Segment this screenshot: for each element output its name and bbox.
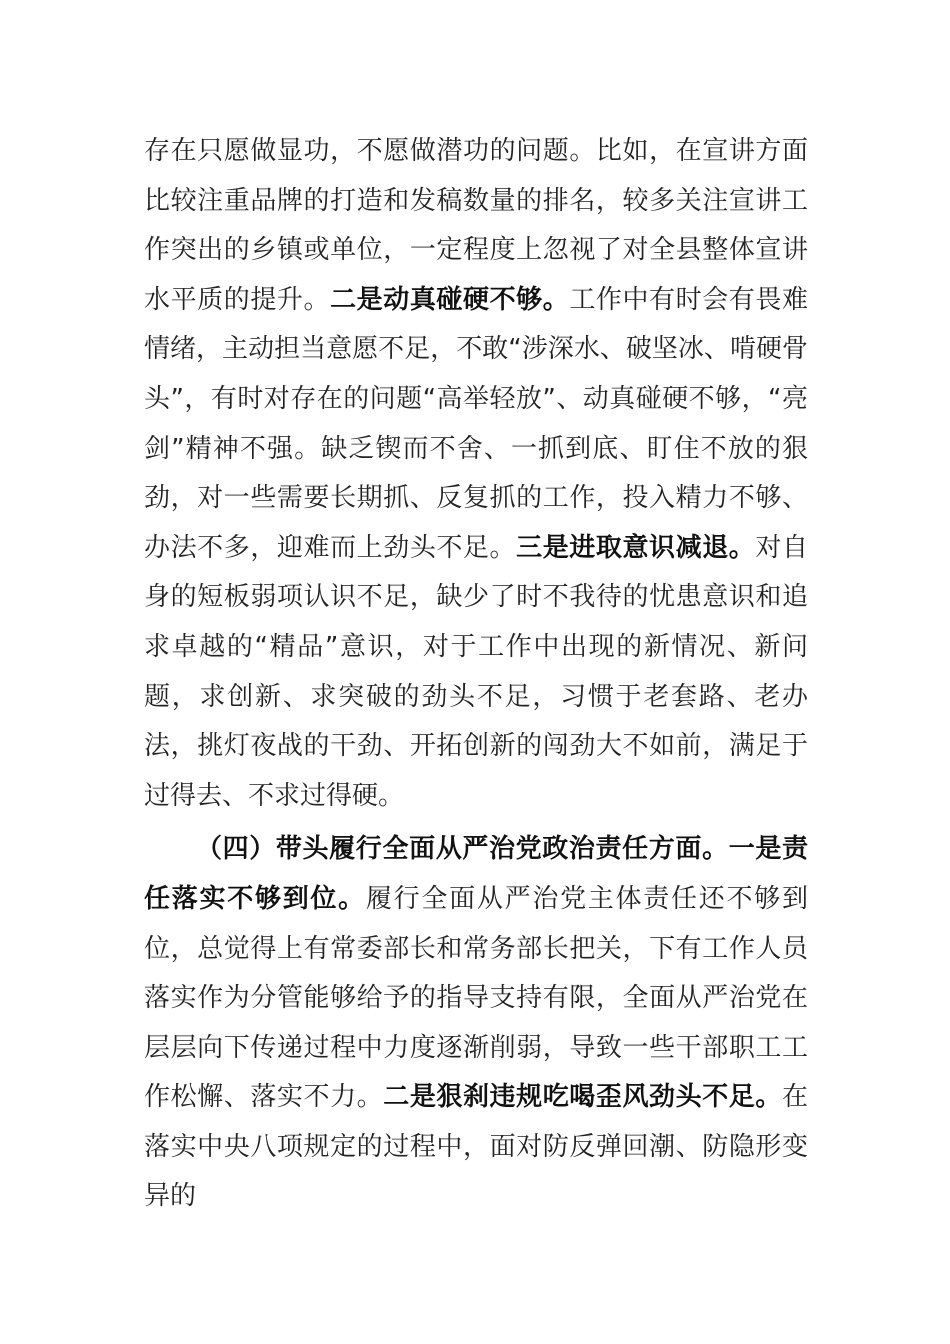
text-segment: 履行全面从严治党主体责任还不够到位，总觉得上有常委部长和常务部长把关，下有工作人员落实作为分管能够给予的指导支持有限，全面从严治党在层层向下传递过程中力度逐渐削弱，导致一些干部职工工作松懈、落实不力。 <box>144 883 808 1113</box>
bold-heading-jin-qu-yi-shi: 三是进取意识减退。 <box>516 532 756 563</box>
paragraph-section-four <box>144 825 808 1222</box>
bold-heading-dong-zhen-peng-ying: 二是动真碰硬不够。 <box>330 284 570 315</box>
text-segment: 工作中有时会有畏难情绪，主动担当意愿不足，不敢“涉深水、破坚冰、啃硬骨头”，有时对存在的问题“高举轻放”、动真碰硬不够，“亮剑”精神不强。缺乏锲而不舍、一抓到底、盯住不放的狠劲，对一些需要长期抓、反复抓的工作，投入精力不够、办法不多，迎难而上劲头不足。 <box>144 284 808 563</box>
paragraph-continuation <box>144 127 808 821</box>
bold-heading-ze-ren-luo-shi: 一是责任落实不够到位。 <box>144 834 808 914</box>
document-body <box>144 127 808 1222</box>
text-segment: 存在只愿做显功，不愿做潜功的问题。比如，在宣讲方面比较注重品牌的打造和发稿数量的排名，较多关注宣讲工作突出的乡镇或单位，一定程度上忽视了对全县整体宣讲水平质的提升。 <box>144 136 808 315</box>
section-heading-four: （四）带头履行全面从严治党政治责任方面。 <box>196 834 729 865</box>
bold-heading-hen-sha-wei-gui: 二是狠刹违规吃喝歪风劲头不足。 <box>383 1082 782 1113</box>
text-segment: 在落实中央八项规定的过程中，面对防反弹回潮、防隐形变异的 <box>144 1082 808 1212</box>
text-segment: 对自身的短板弱项认识不足，缺少了时不我待的忧患意识和追求卓越的“精品”意识，对于工作中出现的新情况、新问题，求创新、求突破的劲头不足，习惯于老套路、老办法，挑灯夜战的干劲、开拓创新的闯劲大不如前，满足于过得去、不求过得硬。 <box>144 532 808 811</box>
